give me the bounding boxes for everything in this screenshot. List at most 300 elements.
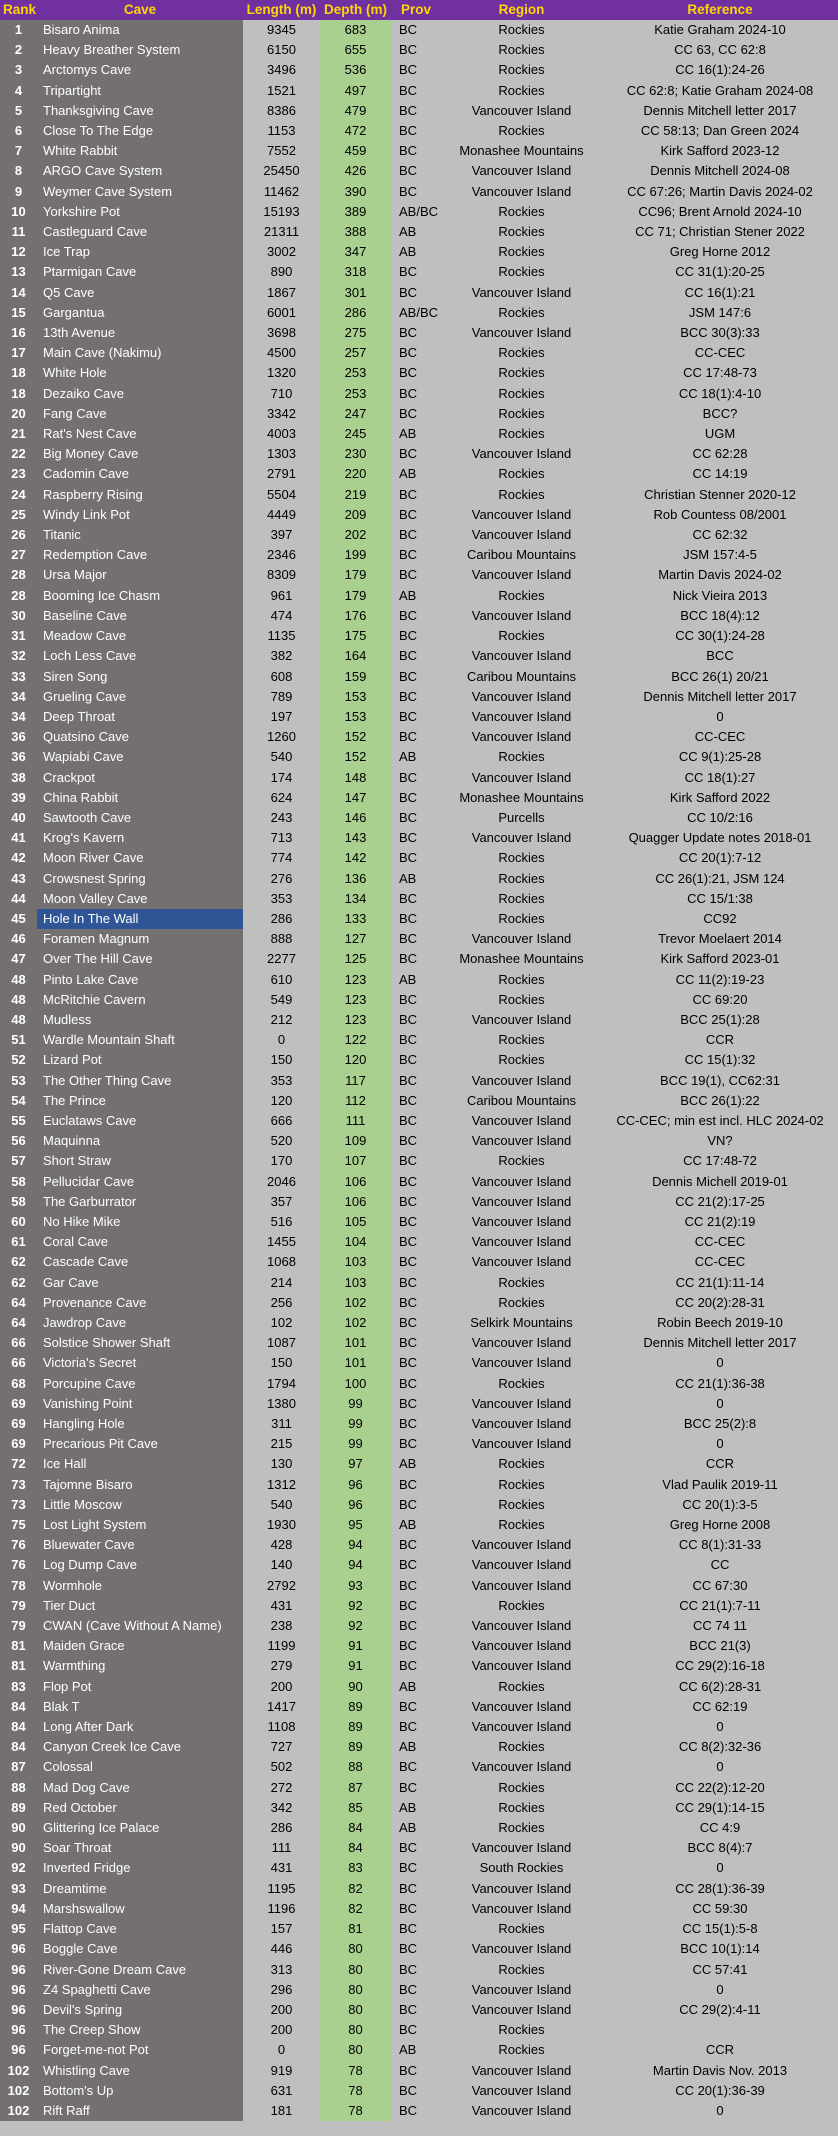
reference-cell[interactable]: CC96; Brent Arnold 2024-10 [602,202,838,222]
rank-cell[interactable]: 96 [0,2020,37,2040]
length-cell[interactable]: 197 [243,707,320,727]
length-cell[interactable]: 4449 [243,505,320,525]
prov-cell[interactable]: BC [391,1091,441,1111]
length-cell[interactable]: 961 [243,586,320,606]
length-cell[interactable]: 1196 [243,1899,320,1919]
prov-cell[interactable]: BC [391,20,441,40]
region-cell[interactable]: Vancouver Island [441,1697,602,1717]
length-cell[interactable]: 214 [243,1273,320,1293]
cave-name-cell[interactable]: Wapiabi Cave [37,747,243,767]
cave-name-cell[interactable]: Fang Cave [37,404,243,424]
reference-cell[interactable]: BCC 21(3) [602,1636,838,1656]
rank-cell[interactable]: 40 [0,808,37,828]
reference-cell[interactable]: Kirk Safford 2022 [602,788,838,808]
rank-cell[interactable]: 76 [0,1535,37,1555]
cave-name-cell[interactable]: Cadomin Cave [37,464,243,484]
reference-cell[interactable]: Greg Horne 2008 [602,1515,838,1535]
cave-name-cell[interactable]: Over The Hill Cave [37,949,243,969]
prov-cell[interactable]: BC [391,1010,441,1030]
prov-cell[interactable]: BC [391,343,441,363]
table-row[interactable] [0,505,838,525]
region-cell[interactable]: Rockies [441,1454,602,1474]
cave-name-cell[interactable]: Glittering Ice Palace [37,1818,243,1838]
length-cell[interactable]: 520 [243,1131,320,1151]
cave-name-cell[interactable]: Tajomne Bisaro [37,1475,243,1495]
length-cell[interactable]: 1087 [243,1333,320,1353]
rank-cell[interactable]: 28 [0,565,37,585]
length-cell[interactable]: 1195 [243,1879,320,1899]
prov-cell[interactable]: BC [391,929,441,949]
prov-cell[interactable]: BC [391,606,441,626]
reference-cell[interactable]: BCC 8(4):7 [602,1838,838,1858]
rank-cell[interactable]: 92 [0,1858,37,1878]
length-cell[interactable]: 3496 [243,60,320,80]
length-cell[interactable]: 382 [243,646,320,666]
rank-cell[interactable]: 90 [0,1818,37,1838]
depth-cell[interactable]: 152 [320,747,391,767]
prov-cell[interactable]: BC [391,1475,441,1495]
rank-cell[interactable]: 60 [0,1212,37,1232]
depth-cell[interactable]: 142 [320,848,391,868]
reference-cell[interactable]: CC 15/1:38 [602,889,838,909]
cave-name-cell[interactable]: Log Dump Cave [37,1555,243,1575]
depth-cell[interactable]: 159 [320,667,391,687]
rank-cell[interactable]: 36 [0,747,37,767]
length-cell[interactable]: 150 [243,1050,320,1070]
length-cell[interactable]: 710 [243,384,320,404]
region-cell[interactable]: Rockies [441,2020,602,2040]
cave-name-cell[interactable]: Mad Dog Cave [37,1778,243,1798]
rank-cell[interactable]: 34 [0,687,37,707]
length-cell[interactable]: 276 [243,869,320,889]
reference-cell[interactable]: CC 71; Christian Stener 2022 [602,222,838,242]
reference-cell[interactable]: CC 21(2):19 [602,1212,838,1232]
reference-cell[interactable]: CCR [602,2040,838,2060]
depth-cell[interactable]: 80 [320,1960,391,1980]
depth-cell[interactable]: 153 [320,687,391,707]
rank-cell[interactable]: 102 [0,2081,37,2101]
table-row[interactable] [0,2081,838,2101]
depth-cell[interactable]: 179 [320,565,391,585]
rank-cell[interactable]: 14 [0,283,37,303]
reference-cell[interactable]: CC 22(2):12-20 [602,1778,838,1798]
depth-cell[interactable]: 202 [320,525,391,545]
region-cell[interactable]: Rockies [441,626,602,646]
prov-cell[interactable]: BC [391,990,441,1010]
reference-cell[interactable]: Martin Davis 2024-02 [602,565,838,585]
region-cell[interactable]: Vancouver Island [441,1333,602,1353]
reference-cell[interactable]: CC 62:19 [602,1697,838,1717]
region-cell[interactable]: Vancouver Island [441,1838,602,1858]
length-cell[interactable]: 397 [243,525,320,545]
table-row[interactable] [0,727,838,747]
table-row[interactable] [0,929,838,949]
depth-cell[interactable]: 89 [320,1717,391,1737]
prov-cell[interactable]: BC [391,2061,441,2081]
reference-cell[interactable]: CC 16(1):21 [602,283,838,303]
reference-cell[interactable]: Nick Vieira 2013 [602,586,838,606]
length-cell[interactable]: 286 [243,1818,320,1838]
length-cell[interactable]: 102 [243,1313,320,1333]
depth-cell[interactable]: 536 [320,60,391,80]
prov-cell[interactable]: BC [391,2020,441,2040]
depth-cell[interactable]: 426 [320,161,391,181]
region-cell[interactable]: South Rockies [441,1858,602,1878]
region-cell[interactable]: Rockies [441,848,602,868]
reference-cell[interactable]: CC 8(1):31-33 [602,1535,838,1555]
length-cell[interactable]: 140 [243,1555,320,1575]
rank-cell[interactable]: 89 [0,1798,37,1818]
reference-cell[interactable]: 0 [602,707,838,727]
region-cell[interactable]: Vancouver Island [441,1010,602,1030]
length-cell[interactable]: 215 [243,1434,320,1454]
region-cell[interactable]: Rockies [441,1293,602,1313]
region-cell[interactable]: Rockies [441,222,602,242]
depth-cell[interactable]: 112 [320,1091,391,1111]
region-cell[interactable]: Rockies [441,1495,602,1515]
length-cell[interactable]: 0 [243,2040,320,2060]
rank-cell[interactable]: 33 [0,667,37,687]
table-row[interactable] [0,1333,838,1353]
cave-name-cell[interactable]: Crackpot [37,768,243,788]
prov-cell[interactable]: BC [391,60,441,80]
reference-cell[interactable]: CC 18(1):27 [602,768,838,788]
depth-cell[interactable]: 275 [320,323,391,343]
reference-cell[interactable]: CC 31(1):20-25 [602,262,838,282]
rank-cell[interactable]: 88 [0,1778,37,1798]
table-row[interactable] [0,1353,838,1373]
cave-name-cell[interactable]: Siren Song [37,667,243,687]
table-row[interactable] [0,1091,838,1111]
depth-cell[interactable]: 104 [320,1232,391,1252]
cave-name-cell[interactable]: Redemption Cave [37,545,243,565]
prov-cell[interactable]: AB [391,747,441,767]
prov-cell[interactable]: BC [391,1414,441,1434]
cave-name-cell[interactable]: Deep Throat [37,707,243,727]
table-row[interactable] [0,1677,838,1697]
reference-cell[interactable]: CC 59:30 [602,1899,838,1919]
table-row[interactable] [0,1232,838,1252]
region-cell[interactable]: Rockies [441,1737,602,1757]
region-cell[interactable]: Vancouver Island [441,161,602,181]
length-cell[interactable]: 8386 [243,101,320,121]
cave-name-cell[interactable]: Bottom's Up [37,2081,243,2101]
depth-cell[interactable]: 497 [320,81,391,101]
length-cell[interactable]: 5504 [243,485,320,505]
rank-cell[interactable]: 3 [0,60,37,80]
cave-name-cell[interactable]: White Rabbit [37,141,243,161]
region-cell[interactable]: Vancouver Island [441,1434,602,1454]
rank-cell[interactable]: 102 [0,2061,37,2081]
rank-cell[interactable]: 9 [0,182,37,202]
region-cell[interactable]: Caribou Mountains [441,545,602,565]
reference-cell[interactable]: Dennis Mitchell 2024-08 [602,161,838,181]
cave-name-cell[interactable]: Rat's Nest Cave [37,424,243,444]
depth-cell[interactable]: 90 [320,1677,391,1697]
region-cell[interactable]: Vancouver Island [441,1232,602,1252]
rank-cell[interactable]: 34 [0,707,37,727]
region-cell[interactable]: Vancouver Island [441,606,602,626]
region-cell[interactable]: Rockies [441,81,602,101]
region-cell[interactable]: Vancouver Island [441,565,602,585]
rank-cell[interactable]: 13 [0,262,37,282]
cave-name-cell[interactable]: Whistling Cave [37,2061,243,2081]
table-row[interactable] [0,1697,838,1717]
region-cell[interactable]: Rockies [441,20,602,40]
prov-cell[interactable]: BC [391,384,441,404]
region-cell[interactable]: Rockies [441,990,602,1010]
rank-cell[interactable]: 18 [0,363,37,383]
reference-cell[interactable]: CC 63, CC 62:8 [602,40,838,60]
reference-cell[interactable]: CC 57:41 [602,1960,838,1980]
length-cell[interactable]: 25450 [243,161,320,181]
reference-cell[interactable]: CC 15(1):5-8 [602,1919,838,1939]
prov-cell[interactable]: BC [391,545,441,565]
rank-cell[interactable]: 53 [0,1071,37,1091]
table-row[interactable] [0,424,838,444]
prov-cell[interactable]: BC [391,444,441,464]
reference-cell[interactable]: Dennis Mitchell letter 2017 [602,1333,838,1353]
region-cell[interactable]: Rockies [441,303,602,323]
prov-cell[interactable]: BC [391,1838,441,1858]
table-row[interactable] [0,646,838,666]
table-row[interactable] [0,606,838,626]
rank-cell[interactable]: 58 [0,1172,37,1192]
length-cell[interactable]: 8309 [243,565,320,585]
rank-cell[interactable]: 28 [0,586,37,606]
reference-cell[interactable]: CC 20(1):3-5 [602,1495,838,1515]
depth-cell[interactable]: 286 [320,303,391,323]
reference-cell[interactable]: CC 18(1):4-10 [602,384,838,404]
prov-cell[interactable]: BC [391,1353,441,1373]
region-cell[interactable]: Rockies [441,485,602,505]
depth-cell[interactable]: 80 [320,2020,391,2040]
reference-cell[interactable]: Greg Horne 2012 [602,242,838,262]
depth-cell[interactable]: 247 [320,404,391,424]
table-row[interactable] [0,2101,838,2121]
length-cell[interactable]: 256 [243,1293,320,1313]
header-rank[interactable]: Rank [0,0,37,20]
region-cell[interactable]: Vancouver Island [441,1980,602,2000]
length-cell[interactable]: 1199 [243,1636,320,1656]
table-row[interactable] [0,747,838,767]
prov-cell[interactable]: BC [391,788,441,808]
cave-name-cell[interactable]: China Rabbit [37,788,243,808]
table-row[interactable] [0,545,838,565]
table-row[interactable] [0,626,838,646]
header-region[interactable]: Region [441,0,602,20]
cave-name-cell[interactable]: Moon Valley Cave [37,889,243,909]
region-cell[interactable]: Rockies [441,1596,602,1616]
rank-cell[interactable]: 87 [0,1757,37,1777]
region-cell[interactable]: Rockies [441,1515,602,1535]
region-cell[interactable]: Vancouver Island [441,1656,602,1676]
prov-cell[interactable]: BC [391,101,441,121]
region-cell[interactable]: Rockies [441,1050,602,1070]
header-length[interactable]: Length (m) [243,0,320,20]
rank-cell[interactable]: 55 [0,1111,37,1131]
reference-cell[interactable]: CC 69:20 [602,990,838,1010]
reference-cell[interactable]: CC 20(2):28-31 [602,1293,838,1313]
cave-name-cell[interactable]: Warmthing [37,1656,243,1676]
region-cell[interactable]: Monashee Mountains [441,141,602,161]
prov-cell[interactable]: BC [391,848,441,868]
region-cell[interactable]: Rockies [441,202,602,222]
table-row[interactable] [0,1737,838,1757]
length-cell[interactable]: 713 [243,828,320,848]
cave-name-cell[interactable]: Maquinna [37,1131,243,1151]
table-row[interactable] [0,1515,838,1535]
prov-cell[interactable]: BC [391,2000,441,2020]
region-cell[interactable]: Rockies [441,60,602,80]
prov-cell[interactable]: BC [391,909,441,929]
table-row[interactable] [0,808,838,828]
length-cell[interactable]: 431 [243,1858,320,1878]
table-row[interactable] [0,788,838,808]
prov-cell[interactable]: AB [391,464,441,484]
length-cell[interactable]: 608 [243,667,320,687]
length-cell[interactable]: 1260 [243,727,320,747]
depth-cell[interactable]: 347 [320,242,391,262]
cave-name-cell[interactable]: Euclataws Cave [37,1111,243,1131]
length-cell[interactable]: 311 [243,1414,320,1434]
cave-name-cell[interactable]: Windy Link Pot [37,505,243,525]
cave-name-cell[interactable]: Meadow Cave [37,626,243,646]
table-row[interactable] [0,1293,838,1313]
depth-cell[interactable]: 123 [320,990,391,1010]
prov-cell[interactable]: BC [391,1697,441,1717]
depth-cell[interactable]: 459 [320,141,391,161]
reference-cell[interactable]: CC 14:19 [602,464,838,484]
rank-cell[interactable]: 73 [0,1495,37,1515]
table-row[interactable] [0,1050,838,1070]
reference-cell[interactable]: CC-CEC [602,1252,838,1272]
table-row[interactable] [0,1899,838,1919]
region-cell[interactable]: Rockies [441,1798,602,1818]
length-cell[interactable]: 4500 [243,343,320,363]
reference-cell[interactable]: CC 4:9 [602,1818,838,1838]
table-row[interactable] [0,1414,838,1434]
prov-cell[interactable]: AB [391,586,441,606]
length-cell[interactable]: 1417 [243,1697,320,1717]
prov-cell[interactable]: BC [391,1757,441,1777]
reference-cell[interactable]: CC 10/2:16 [602,808,838,828]
region-cell[interactable]: Vancouver Island [441,1071,602,1091]
depth-cell[interactable]: 472 [320,121,391,141]
rank-cell[interactable]: 51 [0,1030,37,1050]
cave-name-cell[interactable]: Close To The Edge [37,121,243,141]
cave-name-cell[interactable]: Coral Cave [37,1232,243,1252]
reference-cell[interactable]: 0 [602,2101,838,2121]
depth-cell[interactable]: 81 [320,1919,391,1939]
reference-cell[interactable]: CC 11(2):19-23 [602,970,838,990]
depth-cell[interactable]: 84 [320,1818,391,1838]
reference-cell[interactable]: 0 [602,1394,838,1414]
reference-cell[interactable]: CC 21(2):17-25 [602,1192,838,1212]
region-cell[interactable]: Vancouver Island [441,101,602,121]
prov-cell[interactable]: BC [391,1555,441,1575]
prov-cell[interactable]: AB [391,222,441,242]
rank-cell[interactable]: 42 [0,848,37,868]
prov-cell[interactable]: BC [391,1636,441,1656]
table-row[interactable] [0,101,838,121]
reference-cell[interactable]: CC92 [602,909,838,929]
depth-cell[interactable]: 84 [320,1838,391,1858]
table-row[interactable] [0,1919,838,1939]
prov-cell[interactable]: BC [391,1919,441,1939]
depth-cell[interactable]: 175 [320,626,391,646]
rank-cell[interactable]: 11 [0,222,37,242]
cave-name-cell[interactable]: Booming Ice Chasm [37,586,243,606]
depth-cell[interactable]: 120 [320,1050,391,1070]
rank-cell[interactable]: 76 [0,1555,37,1575]
cave-name-cell[interactable]: ARGO Cave System [37,161,243,181]
length-cell[interactable]: 212 [243,1010,320,1030]
reference-cell[interactable]: JSM 157:4-5 [602,545,838,565]
rank-cell[interactable]: 96 [0,1939,37,1959]
depth-cell[interactable]: 109 [320,1131,391,1151]
length-cell[interactable]: 1135 [243,626,320,646]
table-row[interactable] [0,20,838,40]
table-row[interactable] [0,1071,838,1091]
cave-name-cell[interactable]: Hangling Hole [37,1414,243,1434]
region-cell[interactable]: Rockies [441,1475,602,1495]
table-row[interactable] [0,1717,838,1737]
depth-cell[interactable]: 136 [320,869,391,889]
cave-name-cell[interactable]: Vanishing Point [37,1394,243,1414]
cave-name-cell[interactable]: Main Cave (Nakimu) [37,343,243,363]
rank-cell[interactable]: 75 [0,1515,37,1535]
prov-cell[interactable]: AB [391,242,441,262]
prov-cell[interactable]: BC [391,565,441,585]
cave-name-cell[interactable]: Marshswallow [37,1899,243,1919]
length-cell[interactable]: 200 [243,2020,320,2040]
table-row[interactable] [0,1576,838,1596]
depth-cell[interactable]: 143 [320,828,391,848]
rank-cell[interactable]: 44 [0,889,37,909]
cave-name-cell[interactable]: Little Moscow [37,1495,243,1515]
cave-name-cell[interactable]: Castleguard Cave [37,222,243,242]
reference-cell[interactable]: CC-CEC [602,343,838,363]
prov-cell[interactable]: BC [391,667,441,687]
rank-cell[interactable]: 22 [0,444,37,464]
region-cell[interactable]: Vancouver Island [441,1636,602,1656]
table-row[interactable] [0,141,838,161]
region-cell[interactable]: Vancouver Island [441,1172,602,1192]
reference-cell[interactable]: 0 [602,1980,838,2000]
length-cell[interactable]: 516 [243,1212,320,1232]
reference-cell[interactable]: BCC 25(1):28 [602,1010,838,1030]
cave-name-cell[interactable]: Red October [37,1798,243,1818]
reference-cell[interactable]: Katie Graham 2024-10 [602,20,838,40]
prov-cell[interactable]: BC [391,1596,441,1616]
table-row[interactable] [0,1172,838,1192]
reference-cell[interactable]: Kirk Safford 2023-12 [602,141,838,161]
rank-cell[interactable]: 4 [0,81,37,101]
table-row[interactable] [0,1252,838,1272]
region-cell[interactable]: Monashee Mountains [441,788,602,808]
reference-cell[interactable]: BCC 30(3):33 [602,323,838,343]
length-cell[interactable]: 353 [243,889,320,909]
reference-cell[interactable]: CC 15(1):32 [602,1050,838,1070]
region-cell[interactable]: Purcells [441,808,602,828]
header-reference[interactable]: Reference [602,0,838,20]
rank-cell[interactable]: 36 [0,727,37,747]
cave-name-cell[interactable]: Z4 Spaghetti Cave [37,1980,243,2000]
reference-cell[interactable]: CC 17:48-72 [602,1151,838,1171]
length-cell[interactable]: 11462 [243,182,320,202]
cave-name-cell[interactable]: Foramen Magnum [37,929,243,949]
